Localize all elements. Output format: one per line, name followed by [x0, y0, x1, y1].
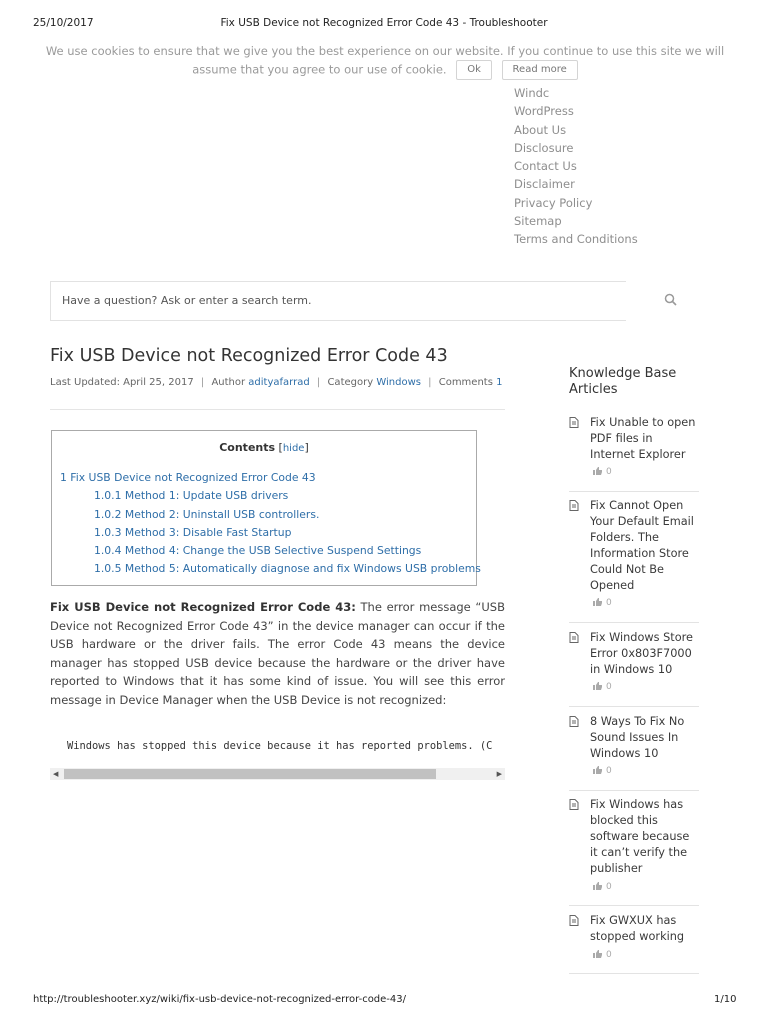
search-placeholder: Have a question? Ask or enter a search term.	[62, 294, 312, 307]
code-block	[50, 734, 505, 766]
kb-article-item	[569, 498, 699, 623]
cookie-message: We use cookies to ensure that we give you the best experience on our website. If you continue to use this site we will assume that you agree to our use of cookie.	[45, 44, 725, 77]
cookie-ok-button[interactable]: Ok	[456, 60, 492, 80]
intro-bold-lead: Fix USB Device not Recognized Error Code 43:	[50, 600, 356, 614]
thumbs-up-icon	[593, 882, 602, 890]
kb-article-item	[569, 714, 699, 791]
nav-item-terms[interactable]: Terms and Conditions	[514, 232, 638, 247]
kb-likes	[593, 950, 612, 960]
document-icon	[569, 799, 579, 810]
toc-item[interactable]: 1.0.4 Method 4: Change the USB Selective Suspend Settings	[94, 544, 422, 558]
toc-item[interactable]: 1 Fix USB Device not Recognized Error Code 43	[60, 471, 316, 484]
divider	[50, 409, 505, 410]
kb-article-item	[569, 415, 699, 492]
kb-article-link[interactable]: Fix Unable to open PDF files in Internet Explorer	[590, 416, 696, 461]
thumbs-up-icon	[593, 950, 602, 958]
kb-article-link[interactable]: Fix Windows has blocked this software because it can’t verify the publisher	[590, 798, 690, 875]
kb-article-item	[569, 797, 699, 906]
toc-list	[60, 469, 481, 579]
nav-item-wordpress[interactable]: WordPress	[514, 104, 574, 119]
kb-likes	[593, 882, 612, 892]
print-url: http://troubleshooter.xyz/wiki/fix-usb-device-not-recognized-error-code-43/	[33, 994, 407, 1005]
nav-item-about-us[interactable]: About Us	[514, 122, 567, 137]
nav-item-sitemap[interactable]: Sitemap	[514, 214, 562, 229]
author-label: Author	[211, 377, 246, 388]
kb-likes	[593, 467, 612, 477]
article-title: Fix USB Device not Recognized Error Code 43	[50, 346, 448, 366]
thumbs-up-icon	[593, 766, 602, 774]
intro-text: The error message “USB Device not Recognized Error Code 43” in the device manager can occur if the USB hardware or the driver fails. The error Code 43 means the device manager has stopped USB device because the hardware or the driver have reported to Windows that it has some kind of issue. You will see this error message in Device Manager when the USB Device is not recognized:	[50, 600, 505, 707]
kb-article-link[interactable]: 8 Ways To Fix No Sound Issues In Windows 10	[590, 715, 685, 760]
nav-item-disclosure[interactable]: Disclosure	[514, 140, 574, 155]
kb-article-link[interactable]: Fix GWXUX has stopped working	[590, 914, 685, 943]
scroll-left-icon[interactable]: ◀	[53, 770, 59, 778]
document-icon	[569, 500, 579, 511]
comments-link[interactable]: 1	[496, 377, 503, 388]
document-icon	[569, 915, 579, 926]
top-nav-menu	[514, 84, 638, 249]
toc-item[interactable]: 1.0.5 Method 5: Automatically diagnose and fix Windows USB problems	[94, 562, 481, 576]
scroll-right-icon[interactable]: ▶	[496, 770, 502, 778]
document-icon	[569, 417, 579, 428]
search-input[interactable]	[50, 281, 626, 321]
kb-article-link[interactable]: Fix Windows Store Error 0x803F7000 in Windows 10	[590, 631, 693, 676]
table-of-contents	[51, 430, 481, 586]
horizontal-scrollbar[interactable]	[50, 768, 505, 780]
author-link[interactable]: adityafarrad	[248, 377, 310, 388]
article-meta: Last Updated: April 25, 2017 | Author adityafarrad | Category Windows | Comments 1	[50, 377, 503, 388]
toc-item[interactable]: 1.0.2 Method 2: Uninstall USB controllers.	[94, 507, 320, 521]
document-icon	[569, 632, 579, 643]
thumbs-up-icon	[593, 598, 602, 606]
thumbs-up-icon	[593, 682, 602, 690]
print-date: 25/10/2017	[33, 17, 94, 29]
kb-likes-count: 0	[606, 682, 612, 692]
category-link[interactable]: Windows	[376, 377, 421, 388]
scrollbar-thumb[interactable]	[64, 769, 436, 779]
nav-item-disclaimer[interactable]: Disclaimer	[514, 177, 575, 192]
kb-likes	[593, 682, 612, 692]
nav-item-windows[interactable]: Windc	[514, 86, 550, 100]
toc-hide-link[interactable]: hide	[282, 443, 305, 454]
kb-likes-count: 0	[606, 598, 612, 608]
kb-likes-count: 0	[606, 882, 612, 892]
kb-likes-count: 0	[606, 950, 612, 960]
kb-likes-count: 0	[606, 467, 612, 477]
category-label: Category	[327, 377, 374, 388]
toc-item[interactable]: 1.0.1 Method 1: Update USB drivers	[94, 489, 289, 503]
nav-item-privacy-policy[interactable]: Privacy Policy	[514, 195, 593, 210]
kb-likes-count: 0	[606, 766, 612, 776]
kb-likes	[593, 598, 612, 608]
intro-paragraph	[50, 598, 505, 709]
thumbs-up-icon	[593, 467, 602, 475]
kb-article-item	[569, 913, 699, 974]
kb-likes	[593, 766, 612, 776]
toc-item[interactable]: 1.0.3 Method 3: Disable Fast Startup	[94, 525, 292, 539]
last-updated: Last Updated: April 25, 2017	[50, 377, 194, 388]
toc-header: Contents [hide]	[219, 441, 309, 454]
print-title: Fix USB Device not Recognized Error Code 43 - Troubleshooter	[220, 17, 548, 29]
kb-article-item	[569, 630, 699, 707]
nav-item-contact-us[interactable]: Contact Us	[514, 159, 577, 174]
comments-label: Comments	[438, 377, 493, 388]
cookie-banner	[40, 42, 730, 80]
print-page-number: 1/10	[714, 994, 737, 1005]
code-text: Windows has stopped this device because it has reported problems. (C	[67, 740, 493, 752]
search-icon[interactable]	[664, 293, 678, 307]
cookie-read-more-button[interactable]: Read more	[502, 60, 578, 80]
kb-article-link[interactable]: Fix Cannot Open Your Default Email Folders. The Information Store Could Not Be Opened	[590, 499, 694, 592]
toc-title: Contents	[219, 441, 276, 454]
sidebar-title: Knowledge Base Articles	[569, 366, 677, 397]
document-icon	[569, 716, 579, 727]
